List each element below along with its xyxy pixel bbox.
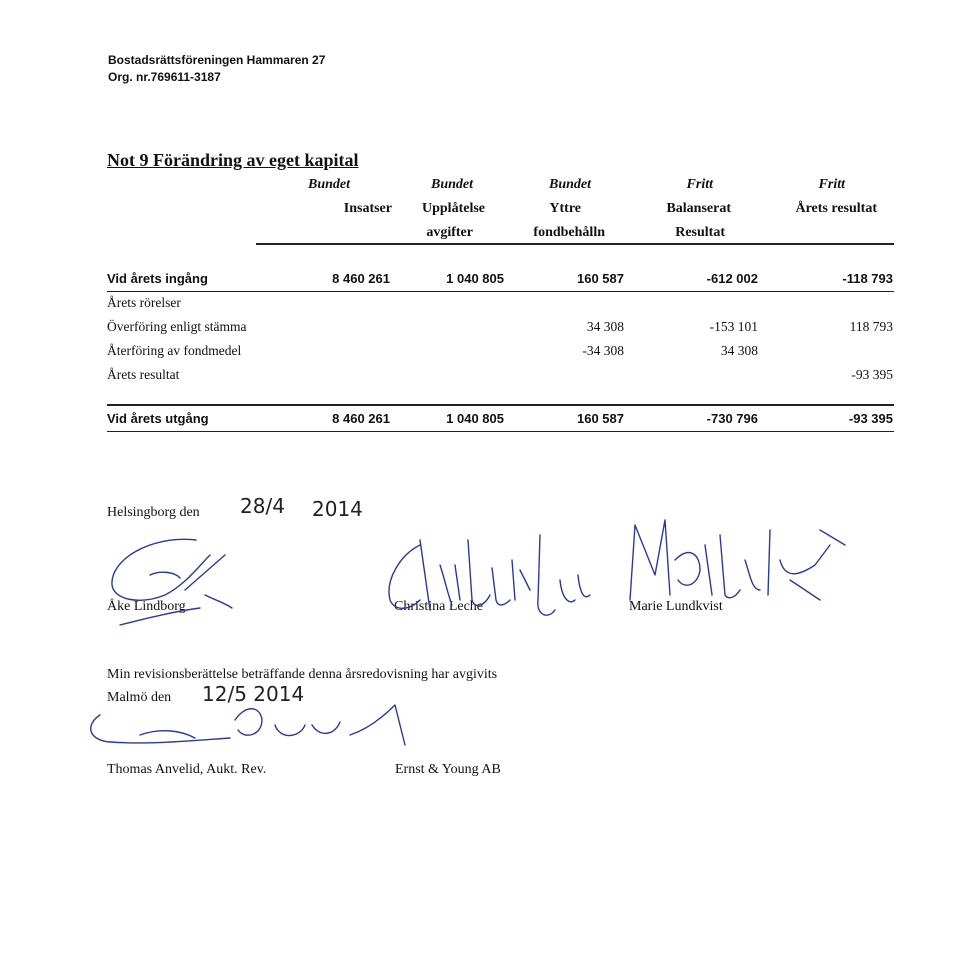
col5-header: Årets resultat <box>795 201 877 216</box>
cell: -118 793 <box>842 271 893 286</box>
signer-name: Åke Lindborg <box>107 599 186 614</box>
row-label: Överföring enligt stämma <box>107 319 247 334</box>
handwritten-audit-date: 12/5 2014 <box>202 682 305 706</box>
cell: -730 796 <box>706 411 758 426</box>
total-rule <box>107 404 894 406</box>
signature-thomas-anvelid <box>91 705 405 745</box>
row-label: Vid årets ingång <box>107 271 208 286</box>
col3-header-2: fondbehålln <box>533 225 605 240</box>
row-label: Årets resultat <box>107 367 180 382</box>
signing-place: Helsingborg den <box>107 505 200 520</box>
col4-header: Balanserat <box>666 201 731 216</box>
signature-marie-lundkvist <box>630 520 845 600</box>
col4-header-2: Resultat <box>675 225 725 240</box>
cell: 34 308 <box>586 319 624 334</box>
handwritten-date: 28/4 <box>240 494 285 518</box>
bottom-rule <box>107 431 894 432</box>
note-title: Not 9 Förändring av eget kapital <box>107 150 359 170</box>
table-row <box>107 319 893 337</box>
audit-firm: Ernst & Young AB <box>395 762 501 777</box>
col2-header-2: avgifter <box>426 225 473 240</box>
auditor-name: Thomas Anvelid, Aukt. Rev. <box>107 762 267 777</box>
cell: 1 040 805 <box>446 411 504 426</box>
cell: 34 308 <box>720 343 758 358</box>
col3-header: Yttre <box>549 201 581 216</box>
cell: -93 395 <box>851 367 893 382</box>
col4-kind: Fritt <box>686 177 713 192</box>
table-row <box>107 367 893 385</box>
row-rule <box>107 291 894 292</box>
col3-kind: Bundet <box>548 177 591 192</box>
handwritten-year: 2014 <box>312 497 363 521</box>
cell: 8 460 261 <box>332 271 390 286</box>
table-row <box>107 295 893 313</box>
cell: 160 587 <box>577 271 624 286</box>
cell: 8 460 261 <box>332 411 390 426</box>
cell: 160 587 <box>577 411 624 426</box>
row-label: Återföring av fondmedel <box>107 343 242 358</box>
cell: -93 395 <box>848 411 893 426</box>
audit-statement: Min revisionsberättelse beträffande denna årsredovisning har avgivits <box>107 667 498 682</box>
audit-place: Malmö den <box>107 690 172 705</box>
cell: -153 101 <box>709 319 758 334</box>
signer-name: Marie Lundkvist <box>629 599 723 614</box>
col2-header: Upplåtelse <box>422 201 485 216</box>
org-number: Org. nr.769611-3187 <box>108 70 221 84</box>
col2-kind: Bundet <box>430 177 473 192</box>
table-row <box>107 411 893 429</box>
col1-header: Insatser <box>343 201 392 216</box>
org-name: Bostadsrättsföreningen Hammaren 27 <box>108 53 326 67</box>
col5-kind: Fritt <box>818 177 845 192</box>
signer-name: Christina Leche <box>394 599 484 614</box>
row-label: Årets rörelser <box>107 295 181 310</box>
cell: -612 002 <box>706 271 758 286</box>
header-rule <box>256 243 894 245</box>
col1-kind: Bundet <box>307 177 350 192</box>
row-label: Vid årets utgång <box>107 411 209 426</box>
table-row <box>107 271 893 289</box>
cell: -34 308 <box>582 343 624 358</box>
cell: 1 040 805 <box>446 271 504 286</box>
cell: 118 793 <box>849 319 893 334</box>
table-row <box>107 343 893 361</box>
